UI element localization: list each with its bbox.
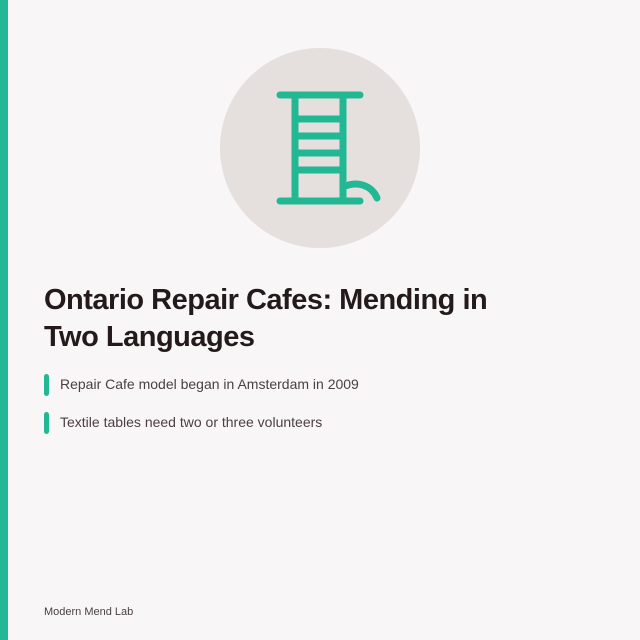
spool-of-thread-icon (220, 48, 420, 248)
bullet-list (44, 373, 359, 449)
icon-circle (220, 48, 420, 248)
list-item (44, 373, 359, 395)
list-item (44, 411, 359, 433)
bullet-marker (44, 412, 49, 434)
bullet-text: Repair Cafe model began in Amsterdam in 2009 (60, 376, 359, 392)
bullet-text: Textile tables need two or three volunteers (60, 414, 323, 430)
page-title: Ontario Repair Cafes: Mending in Two Languages (44, 284, 488, 353)
footer-brand: Modern Mend Lab (44, 606, 134, 618)
accent-bar (0, 0, 8, 640)
bullet-marker (44, 374, 49, 396)
